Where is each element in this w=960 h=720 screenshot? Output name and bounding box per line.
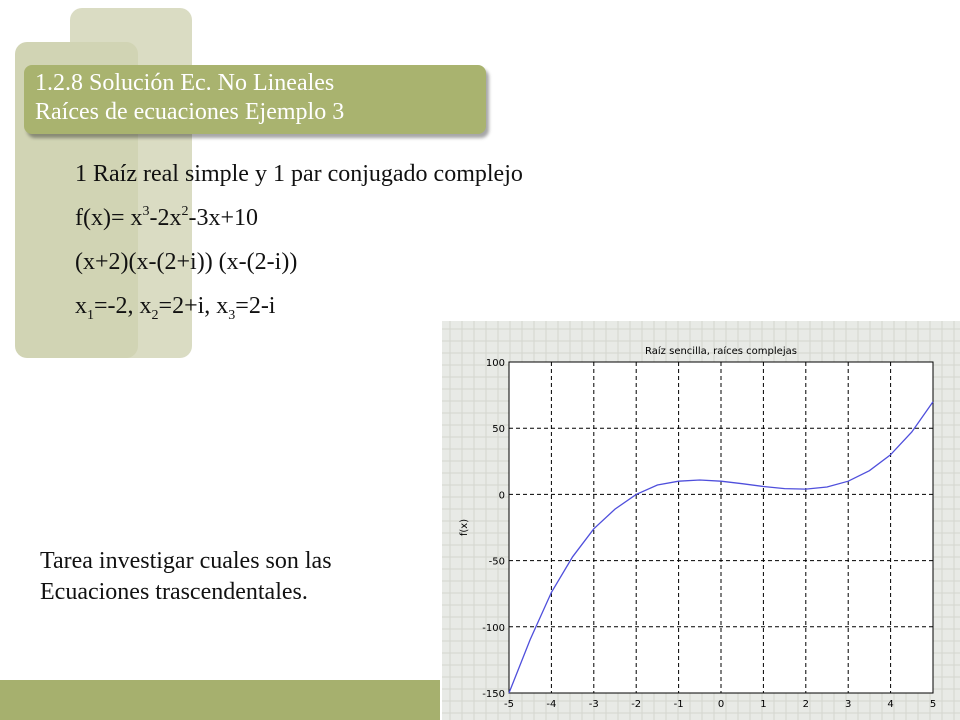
text-run: f(x)= x [75,205,143,231]
slide-title [24,65,486,134]
text-run: -3x+10 [188,205,259,231]
homework-note-line-2: Ecuaciones trascendentales. [40,579,308,605]
y-tick-label: 0 [498,490,505,502]
x-tick-label: -2 [631,699,642,710]
x-tick-label: -1 [673,699,684,710]
text-run: =2-i [235,293,276,319]
footer-band [0,680,440,720]
slide-title-line-1: 1.2.8 Solución Ec. No Lineales [35,70,335,96]
equation-text [75,152,523,328]
x-tick-label: 3 [845,699,852,710]
y-tick-label: -50 [488,556,505,568]
x-tick-label: 4 [887,699,894,710]
slide-title-line-2: Raíces de ecuaciones Ejemplo 3 [35,99,345,125]
text-run: x [75,293,87,319]
x-tick-label: 0 [717,699,725,710]
subscript: 2 [151,308,159,323]
homework-note-line-1: Tarea investigar cuales son las [40,548,332,574]
text-run: =2+i, x [158,293,229,319]
chart-title: Raíz sencilla, raíces complejas [645,346,797,357]
superscript: 3 [142,204,150,219]
text-run: =-2, x [94,293,152,319]
subscript: 1 [87,308,94,323]
plot-figure [442,321,960,720]
x-tick-label: 2 [802,699,809,710]
x-tick-label: 5 [929,699,937,710]
y-axis-label: f(x) [459,518,470,537]
x-tick-label: -4 [546,699,557,710]
text-run: -2x [149,205,182,231]
equation-line-3 [75,240,523,284]
text-run: 1 Raíz real simple y 1 par conjugado complejo [75,161,523,187]
text-run: (x+2)(x-(2+i)) (x-(2-i)) [75,249,298,275]
superscript: 2 [181,204,189,219]
x-tick-label: 1 [760,699,767,710]
y-tick-label: 50 [492,424,505,436]
homework-note [40,546,332,608]
subscript: 3 [228,308,236,323]
equation-line-1 [75,152,523,196]
function-plot [442,321,960,720]
equation-line-4 [75,284,523,328]
y-tick-label: 100 [485,358,505,369]
y-tick-label: -150 [482,689,505,700]
y-tick-label: -100 [482,622,505,634]
equation-line-2 [75,196,523,240]
x-tick-label: -5 [504,699,514,710]
x-tick-label: -3 [588,699,599,710]
